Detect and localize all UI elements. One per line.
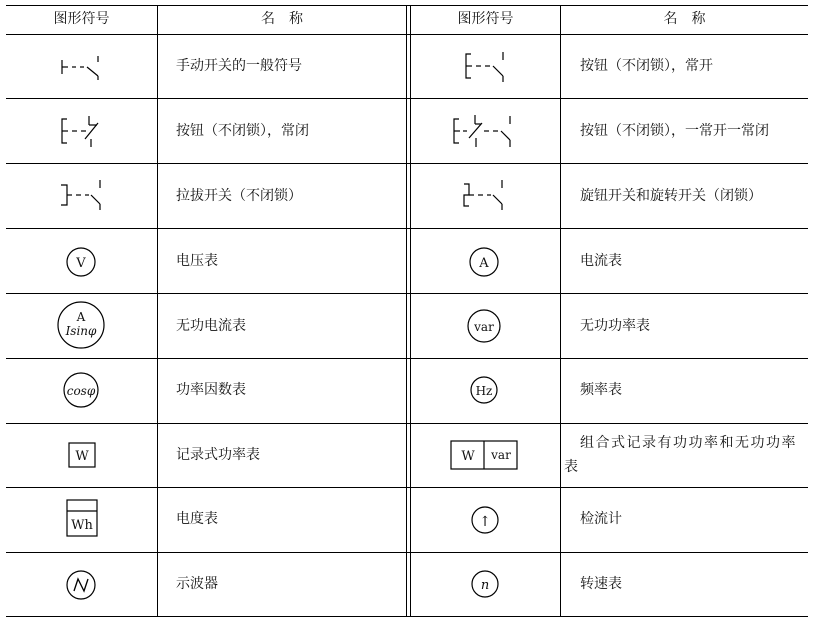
symbol-name: 检流计: [580, 511, 622, 527]
pull-switch-icon: [56, 176, 112, 216]
meter-label-bottom: Isinφ: [65, 324, 97, 338]
meter-label-a: W: [461, 449, 475, 464]
symbol-name: 电压表: [176, 253, 218, 269]
pushbutton-no-nc-icon: [448, 112, 524, 152]
recording-wattmeter-icon: [66, 440, 98, 470]
watt-hour-meter-icon: [64, 496, 100, 542]
rotary-switch-icon: [458, 176, 514, 216]
header-symbol-right: 图形符号: [457, 11, 514, 27]
header-name-left: 名 称: [261, 11, 303, 27]
meter-label-top: A: [76, 310, 86, 324]
meter-label: Wh: [71, 518, 93, 533]
symbol-name: 按钮（不闭锁），常闭: [176, 123, 309, 139]
symbol-name: 电度表: [176, 511, 218, 527]
symbol-name: 示波器: [176, 576, 218, 592]
symbol-name: 组合式记录有功功率和无功功率表: [564, 435, 797, 475]
table-bottom-border: [6, 616, 808, 617]
power-factor-meter-icon: [58, 370, 104, 410]
meter-label: ↑: [479, 514, 491, 530]
oscilloscope-icon: [63, 567, 99, 603]
frequency-meter-icon: [467, 373, 501, 407]
manual-switch-icon: [58, 50, 108, 86]
column-divider: [560, 5, 561, 616]
table-top-border: [6, 5, 808, 6]
row-divider: [6, 552, 808, 553]
varmeter-icon: [464, 307, 504, 345]
row-divider: [6, 228, 808, 229]
symbol-name: 无功功率表: [580, 318, 650, 334]
meter-label: A: [479, 256, 489, 271]
pushbutton-no-icon: [460, 48, 516, 88]
symbol-name: 按钮（不闭锁），一常开一常闭: [580, 123, 769, 139]
meter-label: cosφ: [66, 384, 96, 398]
symbol-name: 转速表: [580, 576, 622, 592]
meter-label: n: [480, 578, 490, 593]
center-double-rule: [406, 5, 407, 616]
column-divider: [157, 5, 158, 616]
row-divider: [6, 163, 808, 164]
combined-recording-meter-icon: [448, 438, 520, 472]
row-divider: [6, 358, 808, 359]
symbol-name: 记录式功率表: [176, 447, 260, 463]
header-symbol-left: 图形符号: [53, 11, 110, 27]
symbol-name: 手动开关的一般符号: [176, 58, 302, 74]
symbol-name: 旋钮开关和旋转开关（闭锁）: [580, 188, 762, 204]
meter-label-b: var: [491, 448, 511, 462]
meter-label: Hz: [475, 384, 493, 398]
meter-label: var: [474, 320, 494, 334]
ammeter-icon: [466, 244, 502, 280]
reactive-current-meter-icon: [55, 299, 107, 351]
galvanometer-icon: [468, 503, 502, 537]
row-divider: [6, 98, 808, 99]
row-divider: [6, 293, 808, 294]
symbol-name: 功率因数表: [176, 382, 246, 398]
symbol-name: 电流表: [580, 253, 622, 269]
symbol-name: 频率表: [580, 382, 622, 398]
row-divider: [6, 423, 808, 424]
header-name-right: 名 称: [663, 11, 706, 27]
center-double-rule: [410, 5, 411, 616]
voltmeter-icon: [63, 244, 99, 280]
row-divider: [6, 487, 808, 488]
tachometer-icon: [468, 567, 502, 601]
symbol-name: 拉拔开关（不闭锁）: [176, 188, 302, 204]
header-divider: [6, 34, 808, 35]
pushbutton-nc-icon: [55, 112, 111, 152]
meter-label: W: [75, 449, 89, 464]
meter-label: V: [76, 256, 86, 271]
symbol-name: 按钮（不闭锁），常开: [580, 58, 713, 74]
symbol-name: 无功电流表: [176, 318, 246, 334]
